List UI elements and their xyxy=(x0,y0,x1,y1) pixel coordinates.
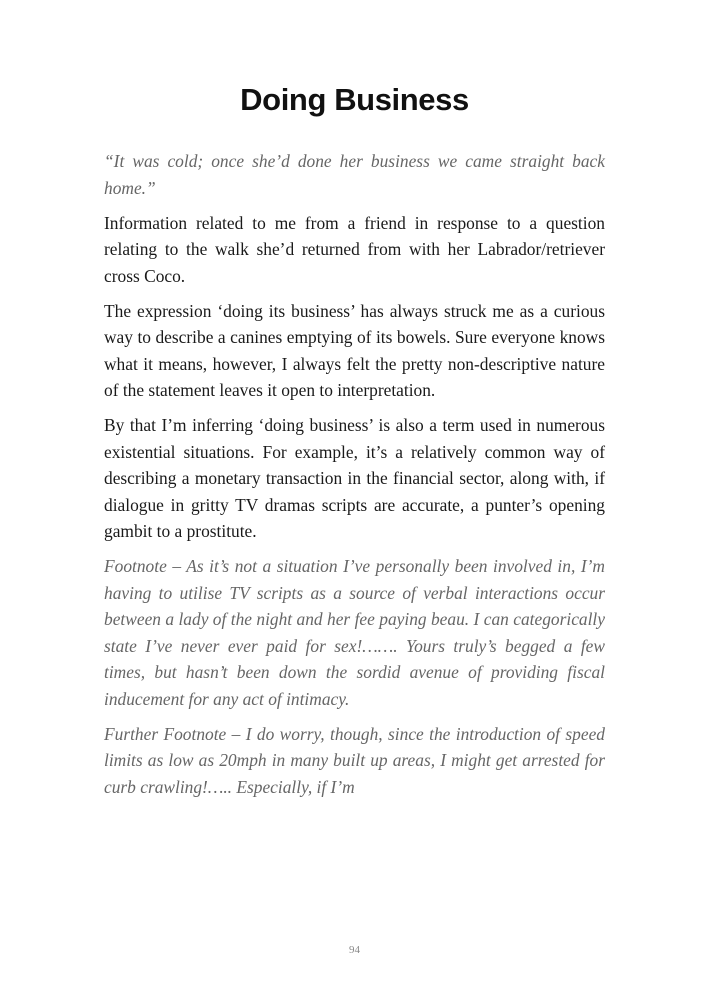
body-paragraph: Information related to me from a friend in response to a question relating to the walk she’d returned from with her Labrador/retriever cross Coco. xyxy=(104,212,605,286)
further-footnote-paragraph: Further Footnote – I do worry, though, since the introduction of speed limits as low as 20mph in many built up areas, I might get arrested for curb crawling!….. Especially, if I’m xyxy=(104,723,605,797)
page-number: 94 xyxy=(349,944,360,956)
body-paragraph: By that I’m inferring ‘doing business’ is also a term used in numerous existential situations. For example, it’s a relatively common way of describing a monetary transaction in the financial sector, along with, if dialogue in gritty TV dramas scripts are accurate, a punter’s opening gambit to a prostitute. xyxy=(104,415,605,541)
opening-quote-paragraph: “It was cold; once she’d done her business we came straight back home.” xyxy=(104,151,605,198)
body-text xyxy=(104,148,605,809)
chapter-title: Doing Business xyxy=(240,82,469,117)
body-paragraph: The expression ‘doing its business’ has always struck me as a curious way to describe a canines emptying of its bowels. Sure everyone knows what it means, however, I always felt the pretty non-descriptive nature of the statement leaves it open to interpretation. xyxy=(104,300,605,400)
footnote-paragraph: Footnote – As it’s not a situation I’ve personally been involved in, I’m having to utilise TV scripts as a source of verbal interactions occur between a lady of the night and her fee paying beau. I can categorically state I’ve never ever paid for sex!……. Yours truly’s begged a few times, but hasn’t been down the sordid avenue of providing fiscal inducement for any act of intimacy. xyxy=(104,556,605,709)
